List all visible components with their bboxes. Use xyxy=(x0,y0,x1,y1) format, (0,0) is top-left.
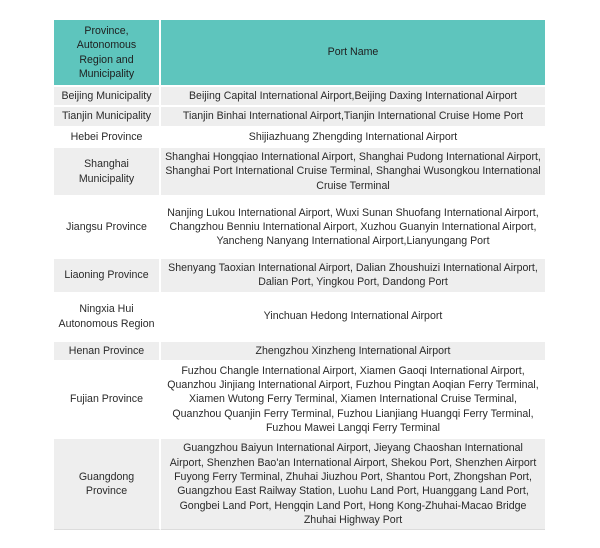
ports-cell: Zhengzhou Xinzheng International Airport xyxy=(161,342,545,362)
province-cell: Ningxia Hui Autonomous Region xyxy=(54,294,161,342)
province-cell: Tianjin Municipality xyxy=(54,107,161,127)
table-row xyxy=(54,197,545,259)
table-row xyxy=(54,259,545,294)
ports-cell: Beijing Capital International Airport,Beijing Daxing International Airport xyxy=(161,87,545,107)
ports-cell: Yinchuan Hedong International Airport xyxy=(161,294,545,342)
table-row xyxy=(54,294,545,342)
port-table xyxy=(54,20,545,530)
table-row xyxy=(54,439,545,530)
ports-cell: Shijiazhuang Zhengding International Airport xyxy=(161,128,545,148)
ports-cell: Fuzhou Changle International Airport, Xiamen Gaoqi International Airport, Quanzhou Jinjiang International Airport, Fuzhou Pingtan Aoqian Ferry Terminal, Xiamen Wutong Ferry Terminal, Xiamen International Cruise Terminal, Quanzhou Quanjin Ferry Terminal, Fuzhou Lianjiang Huangqi Ferry Terminal, Fuzhou Mawei Langqi Ferry Terminal xyxy=(161,362,545,439)
table-row xyxy=(54,107,545,127)
province-cell: Liaoning Province xyxy=(54,259,161,294)
table-row xyxy=(54,148,545,197)
province-cell: Hebei Province xyxy=(54,128,161,148)
table-row xyxy=(54,128,545,148)
ports-cell: Guangzhou Baiyun International Airport, Jieyang Chaoshan International Airport, Shenzhen Bao'an International Airport, Shekou Port, Shenzhen Airport Fuyong Ferry Terminal, Zhuhai Jiuzhou Port, Shantou Port, Zhongshan Port, Guangzhou East Railway Station, Luohu Land Port, Huanggang Land Port, Gongbei Land Port, Hengqin Land Port, Hong Kong-Zhuhai-Macao Bridge Zhuhai Highway Port xyxy=(161,439,545,530)
table-row xyxy=(54,87,545,107)
ports-cell: Shenyang Taoxian International Airport, Dalian Zhoushuizi International Airport, Dalian Port, Yingkou Port, Dandong Port xyxy=(161,259,545,294)
port-name-column-header: Port Name xyxy=(161,20,545,87)
province-cell: Fujian Province xyxy=(54,362,161,439)
table-row xyxy=(54,342,545,362)
ports-cell: Tianjin Binhai International Airport,Tianjin International Cruise Home Port xyxy=(161,107,545,127)
ports-cell: Nanjing Lukou International Airport, Wuxi Sunan Shuofang International Airport, Changzhou Benniu International Airport, Xuzhou Guanyin International Airport, Yancheng Nanyang International Airport,Lianyungang Port xyxy=(161,197,545,259)
table-row xyxy=(54,362,545,439)
province-cell: Henan Province xyxy=(54,342,161,362)
province-cell: Guangdong Province xyxy=(54,439,161,530)
province-cell: Beijing Municipality xyxy=(54,87,161,107)
province-cell: Shanghai Municipality xyxy=(54,148,161,197)
province-column-header: Province, Autonomous Region and Municipality xyxy=(54,20,161,87)
header-row xyxy=(54,20,545,87)
ports-cell: Shanghai Hongqiao International Airport, Shanghai Pudong International Airport, Shanghai Port International Cruise Terminal, Shanghai Wusongkou International Cruise Terminal xyxy=(161,148,545,197)
province-cell: Jiangsu Province xyxy=(54,197,161,259)
